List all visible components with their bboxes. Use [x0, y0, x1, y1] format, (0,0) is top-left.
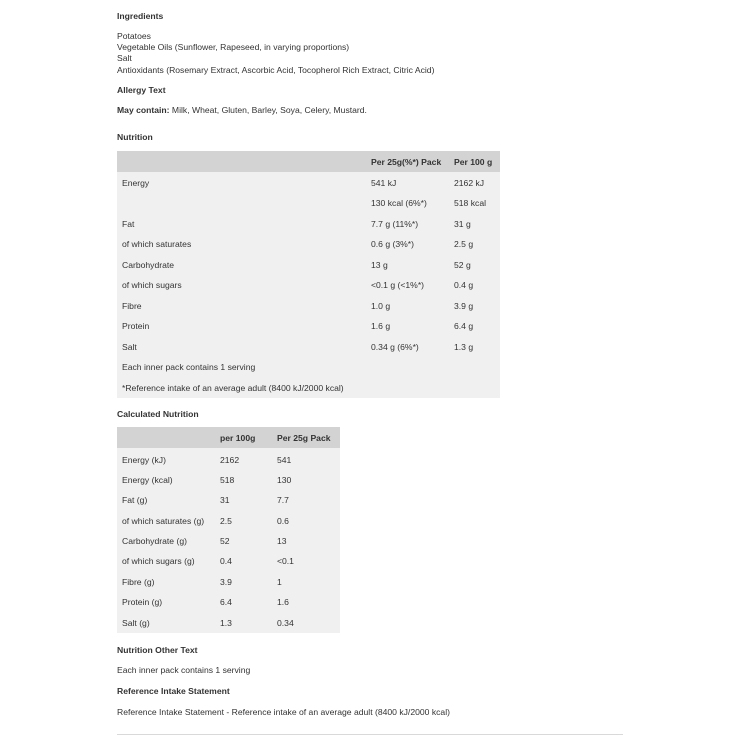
nutrition-table	[117, 151, 500, 398]
ingredient-line: Vegetable Oils (Sunflower, Rapeseed, in varying proportions)	[117, 42, 350, 52]
nutrition-other-text: Each inner pack contains 1 serving	[117, 665, 251, 675]
calculated-row-100g: 518	[220, 475, 235, 485]
calculated-row-100g: 2162	[220, 455, 240, 465]
calculated-row-pack: 1	[277, 577, 282, 587]
nutrition-reference-note: *Reference intake of an average adult (8400 kJ/2000 kcal)	[122, 383, 344, 393]
calculated-row-pack: 7.7	[277, 495, 289, 505]
nutrition-row-label: Carbohydrate	[122, 260, 175, 270]
nutrition-row-100g: 3.9 g	[454, 301, 474, 311]
calculated-row-pack: 541	[277, 455, 292, 465]
calculated-row-pack: 13	[277, 536, 287, 546]
ingredient-line: Potatoes	[117, 31, 151, 41]
calculated-row-label: Salt (g)	[122, 618, 150, 628]
calculated-row-100g: 52	[220, 536, 230, 546]
calculated-row-100g: 2.5	[220, 516, 232, 526]
nutrition-row-label: Fat	[122, 219, 135, 229]
nutrition-col-per-100g: Per 100 g	[454, 157, 493, 167]
nutrition-row-pack: 1.6 g	[371, 321, 391, 331]
calculated-row-label: Fat (g)	[122, 495, 148, 505]
nutrition-col-per-pack: Per 25g(%*) Pack	[371, 157, 442, 167]
calculated-row-label: Protein (g)	[122, 597, 163, 607]
bottom-divider	[117, 734, 623, 735]
calculated-row-100g: 6.4	[220, 597, 232, 607]
nutrition-row-100g: 2162 kJ	[454, 178, 485, 188]
nutrition-row-100g: 6.4 g	[454, 321, 474, 331]
calculated-row-label: of which sugars (g)	[122, 556, 195, 566]
calculated-row-100g: 31	[220, 495, 230, 505]
nutrition-row-100g: 0.4 g	[454, 280, 474, 290]
calculated-row-label: Fibre (g)	[122, 577, 155, 587]
calculated-row-100g: 0.4	[220, 556, 232, 566]
calculated-row-pack: <0.1	[277, 556, 294, 566]
nutrition-row-100g: 52 g	[454, 260, 471, 270]
nutrition-table-header	[117, 151, 500, 172]
nutrition-other-heading: Nutrition Other Text	[117, 645, 198, 655]
nutrition-row-pack: 1.0 g	[371, 301, 391, 311]
ingredient-line: Salt	[117, 53, 132, 63]
allergy-heading: Allergy Text	[117, 85, 166, 95]
calculated-col-per-pack: Per 25g Pack	[277, 433, 331, 443]
nutrition-row-label: Salt	[122, 342, 137, 352]
calculated-row-label: of which saturates (g)	[122, 516, 205, 526]
calculated-nutrition-heading: Calculated Nutrition	[117, 409, 199, 419]
calculated-nutrition-table	[117, 427, 340, 633]
nutrition-row-label: Protein	[122, 321, 150, 331]
nutrition-row-label: Fibre	[122, 301, 142, 311]
nutrition-row-pack: 7.7 g (11%*)	[371, 219, 419, 229]
calculated-col-per-100g: per 100g	[220, 433, 256, 443]
calculated-row-100g: 1.3	[220, 618, 232, 628]
nutrition-row-label: of which saturates	[122, 239, 192, 249]
allergy-text: Milk, Wheat, Gluten, Barley, Soya, Celery, Mustard.	[169, 105, 367, 115]
nutrition-row-pack: 130 kcal (6%*)	[371, 198, 427, 208]
reference-intake-heading: Reference Intake Statement	[117, 686, 230, 696]
nutrition-row-label: of which sugars	[122, 280, 182, 290]
nutrition-row-100g: 518 kcal	[454, 198, 487, 208]
nutrition-row-pack: 541 kJ	[371, 178, 397, 188]
calculated-row-pack: 1.6	[277, 597, 289, 607]
allergy-statement	[117, 105, 367, 115]
ingredient-line: Antioxidants (Rosemary Extract, Ascorbic Acid, Tocopherol Rich Extract, Citric Acid)	[117, 65, 435, 75]
nutrition-row-100g: 2.5 g	[454, 239, 474, 249]
nutrition-row-100g: 31 g	[454, 219, 471, 229]
calculated-row-pack: 130	[277, 475, 292, 485]
calculated-row-label: Carbohydrate (g)	[122, 536, 187, 546]
calculated-row-label: Energy (kcal)	[122, 475, 173, 485]
nutrition-row-pack: 0.34 g (6%*)	[371, 342, 419, 352]
calculated-row-100g: 3.9	[220, 577, 232, 587]
nutrition-row-pack: 0.6 g (3%*)	[371, 239, 414, 249]
allergy-label: May contain:	[117, 105, 170, 115]
nutrition-row-pack: 13 g	[371, 260, 388, 270]
calculated-row-pack: 0.34	[277, 618, 294, 628]
nutrition-row-pack: <0.1 g (<1%*)	[371, 280, 425, 290]
nutrition-heading: Nutrition	[117, 132, 153, 142]
reference-intake-text: Reference Intake Statement - Reference intake of an average adult (8400 kJ/2000 kcal)	[117, 707, 450, 717]
calculated-row-label: Energy (kJ)	[122, 455, 166, 465]
nutrition-row-label: Energy	[122, 178, 150, 188]
nutrition-serving-note: Each inner pack contains 1 serving	[122, 362, 256, 372]
calculated-row-pack: 0.6	[277, 516, 289, 526]
nutrition-row-100g: 1.3 g	[454, 342, 474, 352]
ingredients-heading: Ingredients	[117, 11, 164, 21]
